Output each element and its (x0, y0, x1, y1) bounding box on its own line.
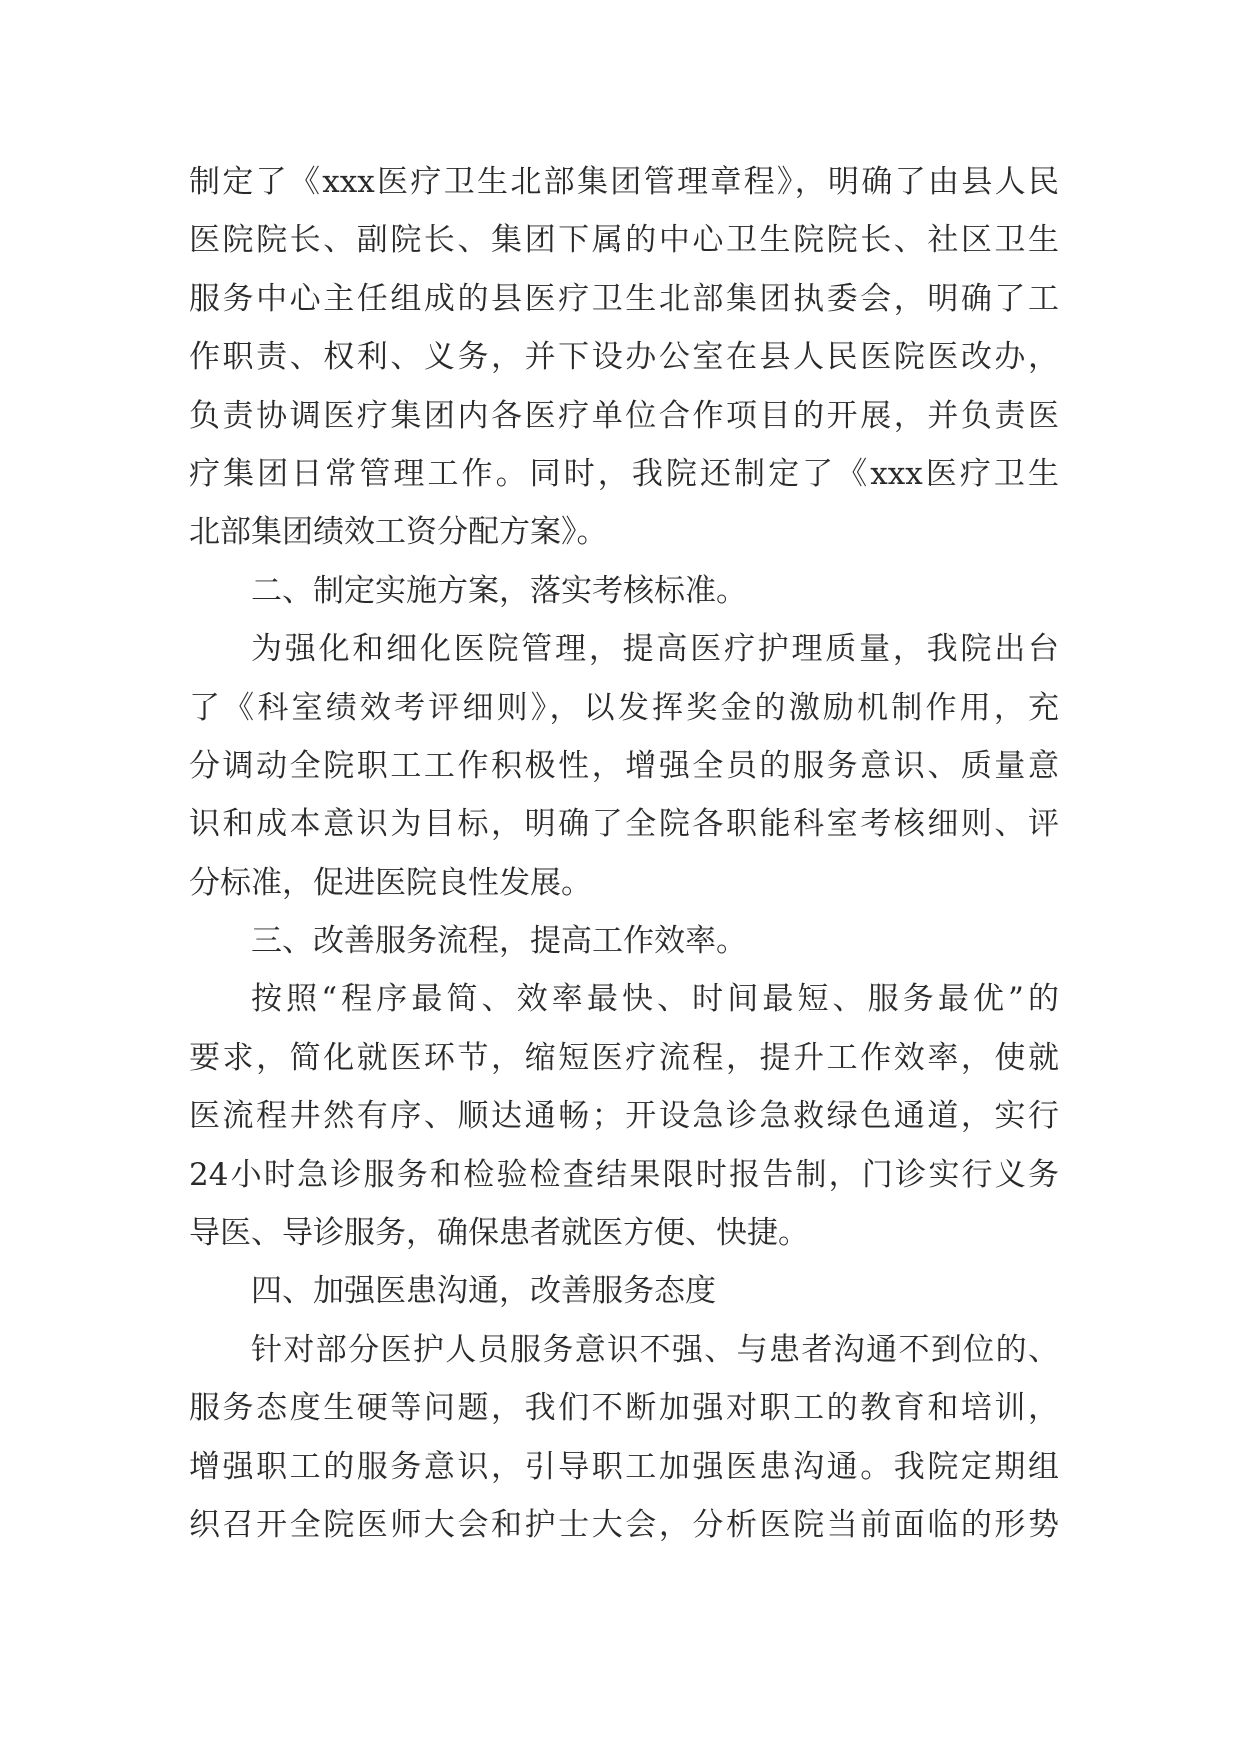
text-line: 医院院长、副院长、集团下属的中心卫生院院长、社区卫生 (189, 222, 1059, 259)
text-line: 要求，简化就医环节，缩短医疗流程，提升工作效率，使就 (189, 1039, 1059, 1076)
document-body (189, 153, 1059, 1554)
text-line: 四、加强医患沟通，改善服务态度 (251, 1273, 716, 1310)
text-line: 分标准，促进医院良性发展。 (189, 864, 592, 901)
text-line: 二、制定实施方案，落实考核标准。 (251, 572, 747, 609)
text-line: 负责协调医疗集团内各医疗单位合作项目的开展，并负责医 (189, 397, 1059, 434)
text-line: 针对部分医护人员服务意识不强、与患者沟通不到位的、 (251, 1331, 1059, 1368)
text-line: 服务中心主任组成的县医疗卫生北部集团执委会，明确了工 (189, 280, 1059, 317)
text-line: 24小时急诊服务和检验检查结果限时报告制，门诊实行义务 (189, 1156, 1059, 1193)
text-line: 服务态度生硬等问题，我们不断加强对职工的教育和培训， (189, 1390, 1059, 1427)
text-line: 为强化和细化医院管理，提高医疗护理质量，我院出台 (251, 631, 1059, 668)
text-line: 了《科室绩效考评细则》，以发挥奖金的激励机制作用，充 (189, 689, 1059, 726)
text-line: 医流程井然有序、顺达通畅；开设急诊急救绿色通道，实行 (189, 1098, 1059, 1135)
text-line: 作职责、权利、义务，并下设办公室在县人民医院医改办， (189, 339, 1059, 376)
text-line: 三、改善服务流程，提高工作效率。 (251, 923, 747, 960)
text-line: 北部集团绩效工资分配方案》。 (189, 514, 608, 551)
text-line: 增强职工的服务意识，引导职工加强医患沟通。我院定期组 (189, 1448, 1059, 1485)
text-line: 织召开全院医师大会和护士大会，分析医院当前面临的形势 (189, 1506, 1059, 1543)
text-line: 制定了《xxx医疗卫生北部集团管理章程》，明确了由县人民 (189, 164, 1059, 200)
text-line: 疗集团日常管理工作。同时，我院还制定了《xxx医疗卫生 (189, 455, 1059, 492)
text-line: 导医、导诊服务，确保患者就医方便、快捷。 (189, 1215, 809, 1252)
text-line: 分调动全院职工工作积极性，增强全员的服务意识、质量意 (189, 747, 1059, 784)
text-line: 按照“程序最简、效率最快、时间最短、服务最优”的 (251, 981, 1059, 1018)
text-line: 识和成本意识为目标，明确了全院各职能科室考核细则、评 (189, 806, 1059, 843)
